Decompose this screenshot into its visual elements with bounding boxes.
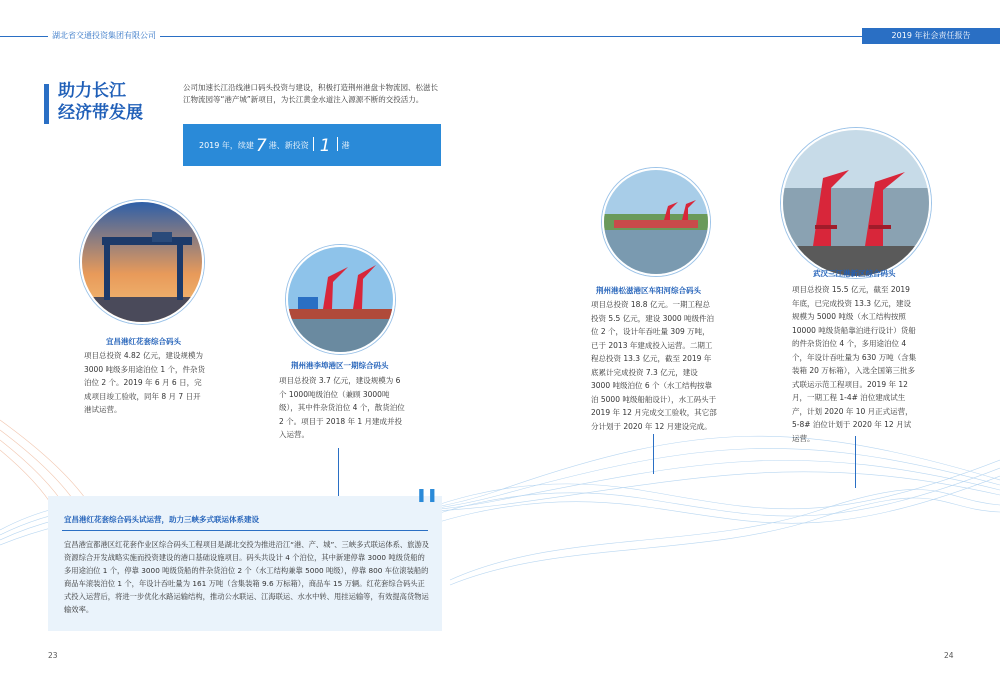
project-text: 项目总投资 4.82 亿元，建设规模为 3000 吨级多用途泊位 1 个，件杂货泊位 2 个。2019 年 6 月 6 日，完成项目竣工验收，同年 8 月 7 日开港试运营。 [84, 351, 206, 414]
project-title: 武汉三江港新区综合码头 [813, 269, 896, 278]
project-title: 宜昌港红花套综合码头 [106, 337, 181, 346]
stats-banner [183, 124, 441, 166]
connector-line [338, 448, 339, 496]
report-title-tab: 2019 年社会责任报告 [862, 28, 1000, 44]
connector-line [653, 434, 654, 474]
banner-prefix: 2019 年，续建 [199, 141, 254, 150]
page-number-left: 23 [48, 651, 58, 660]
connector-line [855, 436, 856, 488]
quote-icon: ❚❚ [416, 488, 438, 503]
section-title-line1: 助力长江 [58, 81, 126, 101]
section-intro: 公司加速长江沿线港口码头投资与建设，积极打造荆州港盘卡物流园、松滋长江物流园等“港产城”新项目，为长江黄金水道注入源源不断的交投活力。 [183, 83, 438, 104]
panel-rule [62, 530, 428, 531]
banner-separator [337, 137, 338, 151]
section-title-line2: 经济带发展 [58, 103, 143, 123]
section-title [58, 80, 143, 124]
banner-num-new: 1 [319, 136, 331, 156]
feature-panel [48, 488, 442, 631]
panel-title: 宜昌港红花套综合码头试运营，助力三峡多式联运体系建设 [64, 515, 259, 524]
banner-suffix: 港 [341, 141, 350, 150]
banner-num-continued: 7 [255, 136, 267, 156]
stats-banner-text [199, 136, 350, 156]
title-accent-bar [44, 84, 49, 124]
project-text: 项目总投资 18.8 亿元。一期工程总投资 5.5 亿元，建设 3000 吨级件泊位 2 个，设计年吞吐量 309 万吨，已于 2013 年建成投入运营。二期工程总投资 13.3 亿元，截至 2019 年底累计完成投资 7.3 亿元，建设 3000 吨级泊位 6 个（水工结构按靠泊 5000 吨级船舶设计），水工码头于 2019 年 12 月完成交工验收，其它部分计划于 2020 年 12 月建设完成。 [591, 300, 717, 431]
project-text: 项目总投资 15.5 亿元，截至 2019 年底，已完成投资 13.3 亿元，建设规模为 5000 吨级（水工结构按照 10000 吨级货船靠泊进行设计）货船的件杂货泊位 4 个，多用途泊位 4 个，年设计吞吐量为 630 万吨（含集装箱 20 万标箱），入选全国第三批多式联运示范工程项目。2019 年 12 月，一期工程 1-4# 泊位建成试生产，计划 2020 年 10 月正式运营，5-8# 泊位计划于 2020 年 12 月试运营。 [792, 285, 917, 443]
banner-mid: 港、新投资 [268, 141, 309, 150]
project-title: 荆州港松滋港区车阳河综合码头 [596, 286, 701, 295]
photo-jingzhou-songzi-port [602, 168, 710, 276]
panel-body: 宜昌港宜都港区红花套作业区综合码头工程项目是湖北交投为推进沿江“港、产、城”、三峡多式联运体系、旅游及资源综合开发战略实施而投资建设的港口基础设施项目。码头共设计 4 个泊位，其中新建停靠 3000 吨级货船的多用途泊位 1 个，停靠 3000 吨级货船的件杂货泊位 2 个（水工结构兼靠 5000 吨级），停靠 800 车位滚装船的商品车滚装泊位 1 个，年设计吞吐量为 161 万吨（含集装箱 9.6 万标箱），商品车 15 万辆。红花套综合码头正式投入运营后，将进一步优化水路运输结构，推动公水联运、江海联运、水水中转、甩挂运输等，有效提高货物运输效率。 [64, 540, 430, 614]
banner-separator [313, 137, 314, 151]
project-title: 荆州港李埠港区一期综合码头 [291, 361, 389, 370]
photo-yichang-port [80, 200, 204, 324]
page-number-right: 24 [944, 651, 954, 660]
photo-jingzhou-libu-port [286, 245, 395, 354]
photo-wuhan-sanjiang-port [781, 128, 931, 278]
project-text: 项目总投资 3.7 亿元，建设规模为 6 个 1000吨级泊位（兼顾 3000吨级），其中件杂货泊位 4 个，散货泊位 2 个。项目于 2018 年 1 月建成并投入运营。 [279, 376, 405, 439]
company-name: 湖北省交通投资集团有限公司 [48, 30, 160, 41]
